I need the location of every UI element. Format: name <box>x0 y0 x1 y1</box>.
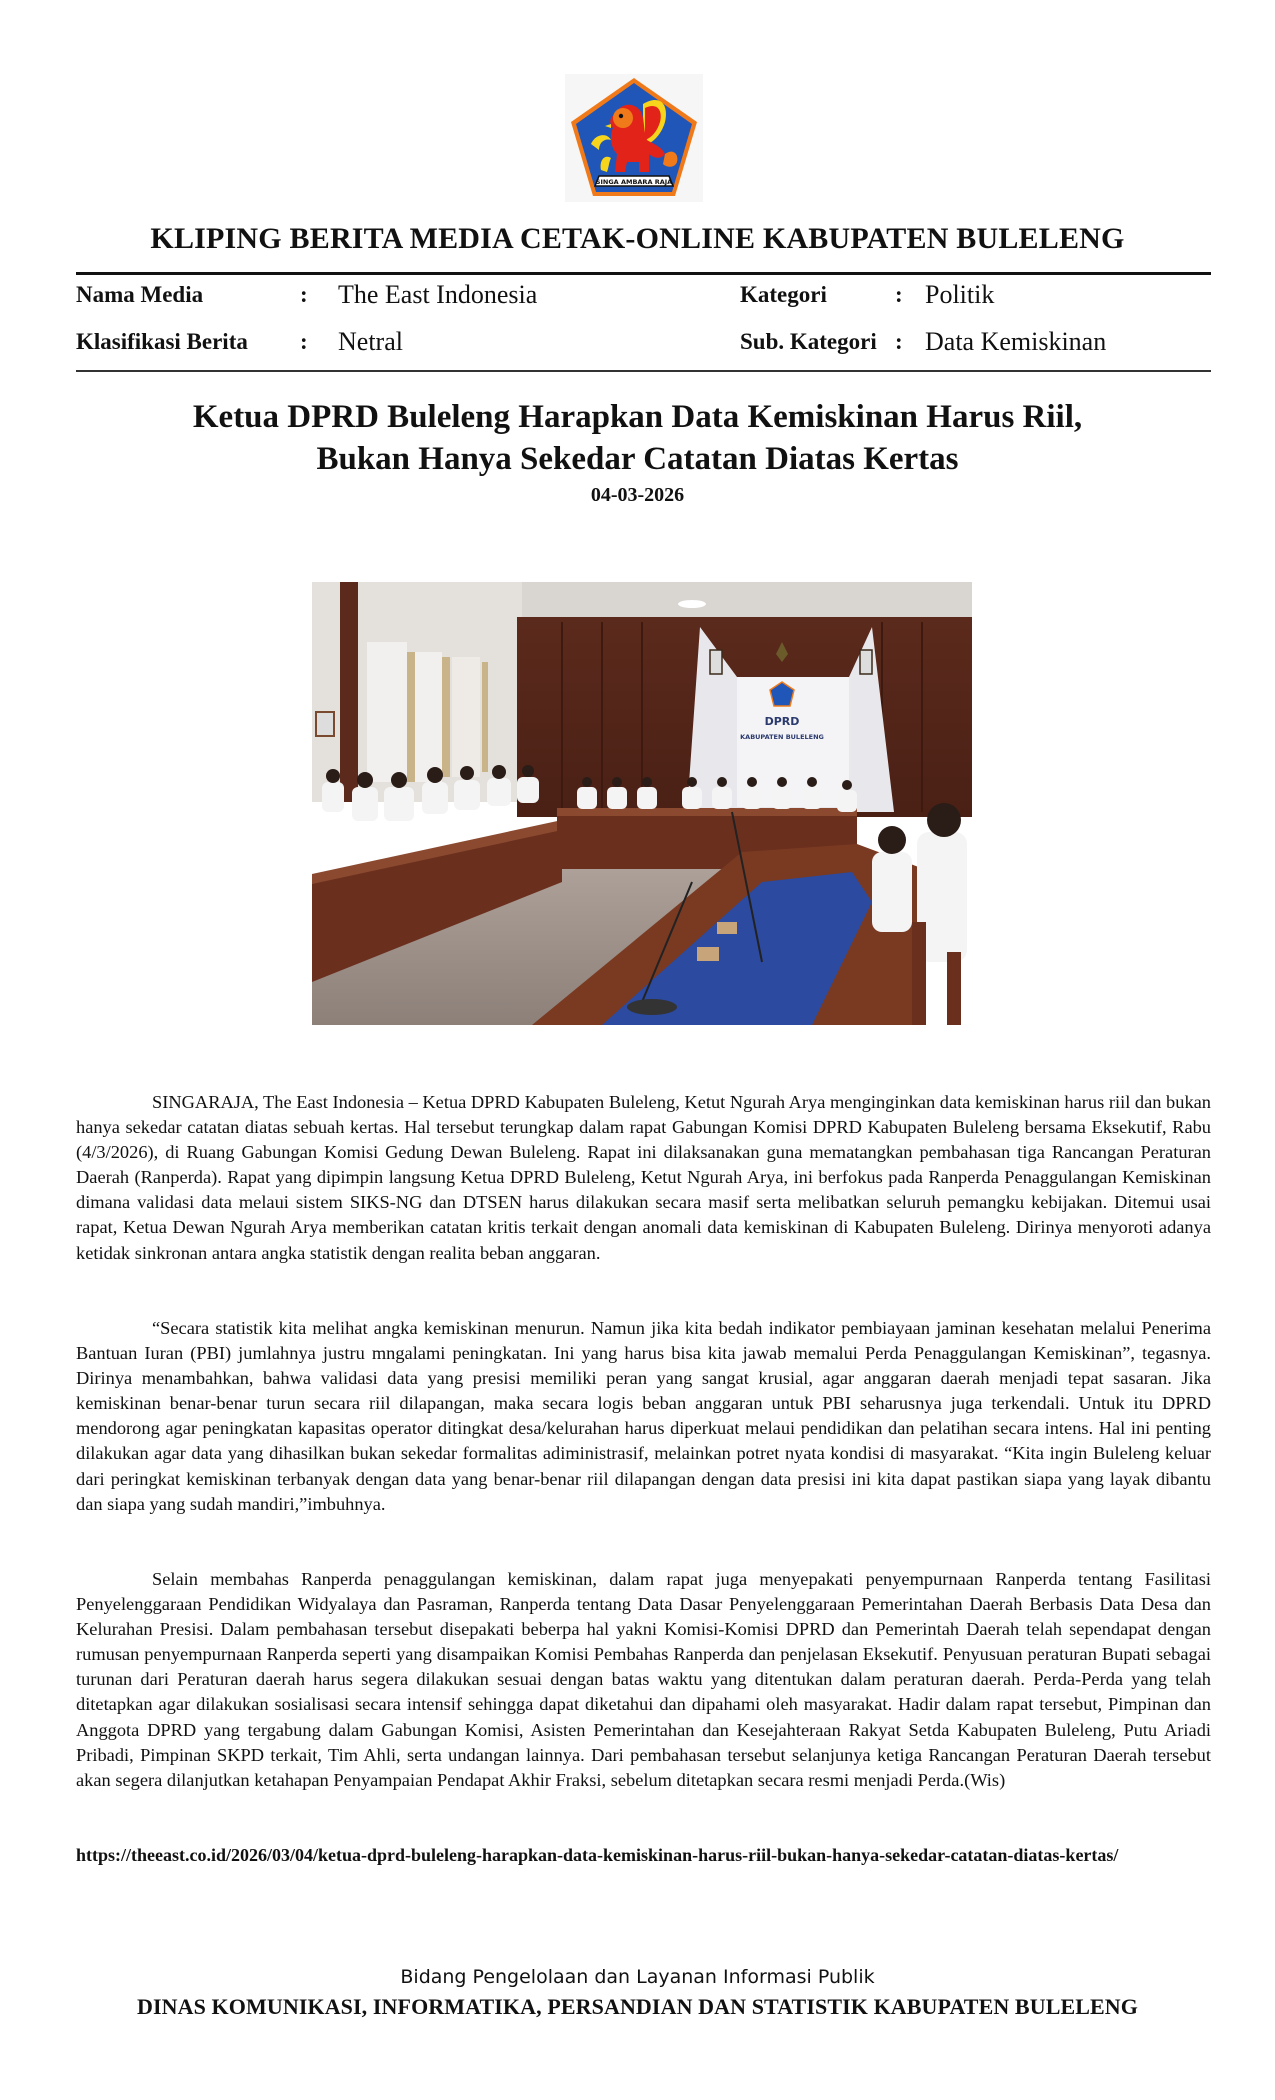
header-divider-bottom <box>76 370 1211 372</box>
article-paragraph-3-text: Selain membahas Ranperda penaggulangan kemiskinan, dalam rapat juga menyepakati penyempurnaan Ranperda tentang Fasilitasi Penyelenggaraan Pendidikan Widyalaya dan Pasraman, Ranperda tentang Data Dasar Penyelenggaraan Pemerintahan Daerah Berbasis Data Desa dan Kelurahan Presisi. Dalam pembahasan tersebut disepakati beberpa hal yakni Komisi-Komisi DPRD dan Pemerintah Daerah telah sependapat dengan rumusan penyempurnaan Ranperda seperti yang disampaikan Komisi Pembahas Ranperda dan penjelasan Eksekutif. Penyusuan peraturan Bupati sebagai turunan dari Peraturan daerah harus segera dilakukan sesuai dengan batas waktu yang ditentukan dalam peraturan daerah. Perda-Perda yang telah ditetapkan agar dilakukan sosialisasi secara intensif sehingga dapat diketahui dan dipahami oleh masyarakat. Hadir dalam rapat tersebut, Pimpinan dan Anggota DPRD yang tergabung dalam Gabungan Komisi, Asisten Pemerintahan dan Kesejahteraan Rakyat Setda Kabupaten Buleleng, Putu Ariadi Pribadi, Pimpinan SKPD terkait, Tim Ahli, serta undangan lainnya. Dari pembahasan tersebut selanjunya ketiga Rancangan Peraturan Daerah tersebut akan segera dilanjutkan ketahapan Penyampaian Pendapat Akhir Fraksi, sebelum ditetapkan secara resmi menjadi Perda.(Wis) <box>76 1569 1211 1790</box>
media-name-colon: : <box>300 282 308 307</box>
emblem-banner-text: SINGA AMBARA RAJA <box>595 178 673 186</box>
header-divider-top <box>76 272 1211 275</box>
article-paragraph-3 <box>76 1567 1211 1793</box>
footer-division: Bidang Pengelolaan dan Layanan Informasi Publik <box>400 1966 875 1988</box>
news-classification-label: Klasifikasi Berita <box>76 329 248 354</box>
article-headline-line-1: Ketua DPRD Buleleng Harapkan Data Kemiskinan Harus Riil, <box>192 399 1083 435</box>
meeting-room-photo <box>312 582 972 1025</box>
article-paragraph-2-text: “Secara statistik kita melihat angka kemiskinan menurun. Namun jika kita bedah indikator pembiayaan jaminan kesehatan melalui Penerima Bantuan Iuran (PBI) jumlahnya justru mngalami peningkatan. Ini yang harus bisa kita jawab memalui Perda Penaggulangan Kemiskinan”, tegasnya. Dirinya menambahkan, bahwa validasi data yang presisi memiliki peran yang sangat krusial, agar anggaran daerah menjadi tepat sasaran. Jika kemiskinan benar-benar turun secara riil dilapangan, maka secara logis beban anggaran untuk PBI seharusnya juga terkendali. Untuk itu DPRD mendorong agar peningkatan kapasitas operator ditingkat desa/kelurahan harus diperkuat melaui pendidikan dan pelatihan secara intens. Hal ini penting dilakukan agar data yang dihasilkan bukan sekedar formalitas adiministrasif, melainkan potret nyata kondisi di masyarakat. “Kita ingin Buleleng keluar dari peringkat kemiskinan terbanyak dengan data yang benar-benar riil dilapangan dengan data presisi ini kita dapat pastikan siapa yang layak dibantu dan siapa yang sudah mandiri,”imbuhnya. <box>76 1318 1211 1514</box>
article-date: 04-03-2026 <box>590 484 685 506</box>
article-paragraph-1 <box>76 1090 1211 1266</box>
article-headline-line-2: Bukan Hanya Sekedar Catatan Diatas Kertas <box>316 441 959 477</box>
media-name-value: The East Indonesia <box>338 280 538 309</box>
category-label: Kategori <box>740 282 827 307</box>
category-colon: : <box>895 282 903 307</box>
footer-agency: DINAS KOMUNIKASI, INFORMATIKA, PERSANDIAN DAN STATISTIK KABUPATEN BULELENG <box>137 1994 1138 2019</box>
meeting-photo-illustration <box>312 582 972 1025</box>
media-name-label: Nama Media <box>76 282 204 307</box>
article-headline <box>60 396 1215 480</box>
regency-emblem-logo <box>565 74 703 202</box>
singa-ambara-raja-emblem-icon <box>565 74 703 202</box>
photo-sign-kabupaten: KABUPATEN BULELENG <box>740 733 824 741</box>
sub-category-label: Sub. Kategori <box>740 329 877 354</box>
sub-category-colon: : <box>895 329 903 354</box>
news-classification-colon: : <box>300 329 308 354</box>
photo-sign-dprd: DPRD <box>764 715 800 728</box>
source-url-link[interactable]: https://theeast.co.id/2026/03/04/ketua-dprd-buleleng-harapkan-data-kemiskinan-harus-riil-bukan-hanya-sekedar-catatan-diatas-kertas/ <box>76 1845 1119 1865</box>
clipping-title: KLIPING BERITA MEDIA CETAK-ONLINE KABUPATEN BULELENG <box>150 222 1125 255</box>
news-classification-value: Netral <box>338 327 403 356</box>
article-paragraph-1-text: SINGARAJA, The East Indonesia – Ketua DPRD Kabupaten Buleleng, Ketut Ngurah Arya menginginkan data kemiskinan harus riil dan bukan hanya sekedar catatan diatas sebuah kertas. Hal tersebut terungkap dalam rapat Gabungan Komisi DPRD Kabupaten Buleleng bersama Eksekutif, Rabu (4/3/2026), di Ruang Gabungan Komisi Gedung Dewan Buleleng. Rapat ini dilaksanakan guna mematangkan pembahasan tiga Rancangan Peraturan Daerah (Ranperda). Rapat yang dipimpin langsung Ketua DPRD Buleleng, Ketut Ngurah Arya, ini berfokus pada Ranperda Penaggulangan Kemiskinan dimana validasi data melaui sistem SIKS-NG dan DTSEN harus dilakukan secara masif serta melibatkan seluruh pemangku kebijakan. Ditemui usai rapat, Ketua Dewan Ngurah Arya memberikan catatan kritis terkait dengan anomali data kemiskinan di Kabupaten Buleleng. Dirinya menyoroti adanya ketidak sinkronan antara angka statistik dengan realita beban anggaran. <box>76 1092 1211 1263</box>
article-paragraph-2 <box>76 1316 1211 1517</box>
sub-category-value: Data Kemiskinan <box>925 327 1107 356</box>
category-value: Politik <box>925 280 995 309</box>
